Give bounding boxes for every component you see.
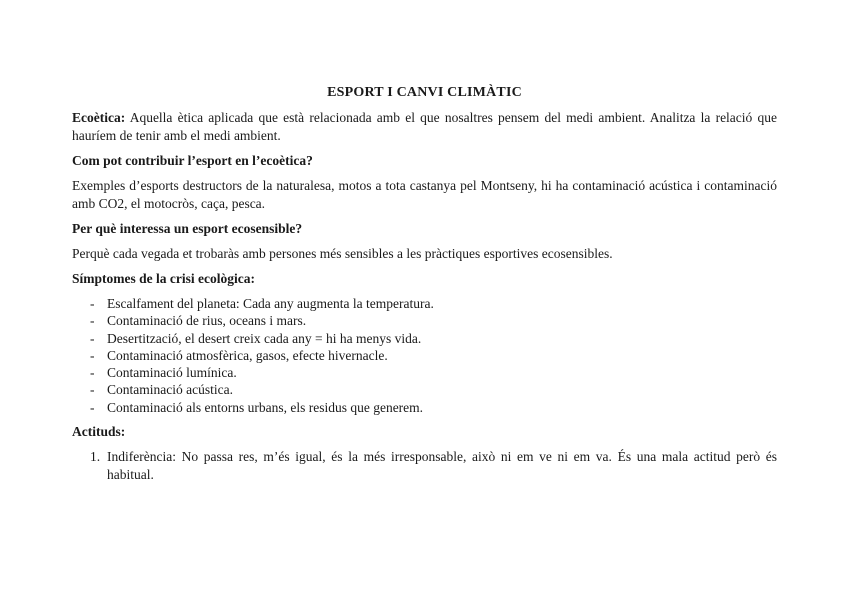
section-heading-symptoms: Símptomes de la crisi ecològica: [72, 271, 255, 286]
list-item-text: Contaminació acústica. [107, 382, 233, 398]
list-item [72, 364, 777, 381]
section-heading-contribution: Com pot contribuir l’esport en l’ecoètica? [72, 153, 313, 168]
list-item-text: Contaminació atmosfèrica, gasos, efecte hivernacle. [107, 347, 388, 363]
section-text-interest: Perquè cada vegada et trobaràs amb persones més sensibles a les pràctiques esportives ecosensibles. [72, 246, 613, 261]
numbered-list-item [72, 448, 777, 484]
list-item-text: Contaminació als entorns urbans, els residus que generem. [107, 399, 424, 415]
list-item-text: Contaminació lumínica. [107, 365, 237, 381]
definition-term: Ecoètica: [72, 110, 126, 125]
section-text-contribution: Exemples d’esports destructors de la naturalesa, motos a tota castanya pel Montseny, hi ha contaminació acústica i contaminació amb CO2, el motocròs, caça, pesca. [72, 178, 777, 211]
list-item [72, 399, 777, 416]
dash-bullet: - [90, 365, 95, 381]
dash-bullet: - [90, 399, 95, 415]
list-item-text: Contaminació de rius, oceans i mars. [107, 313, 307, 329]
list-item [72, 381, 777, 398]
dash-bullet: - [90, 330, 95, 346]
list-item [72, 330, 777, 347]
dash-bullet: - [90, 296, 95, 311]
dash-bullet: - [90, 313, 95, 329]
definition-text: Aquella ètica aplicada que està relacionada amb el que nosaltres pensem del medi ambient. Analitza la relació que hauríem de tenir amb el medi ambient. [72, 110, 777, 143]
section-heading-attitudes: Actituds: [72, 424, 126, 440]
list-item-text: Desertització, el desert creix cada any = hi ha menys vida. [107, 330, 422, 346]
list-item [72, 312, 777, 329]
document-title: ESPORT I CANVI CLIMÀTIC [327, 85, 522, 100]
dash-bullet: - [90, 347, 95, 363]
list-item [72, 295, 777, 312]
section-heading-interest: Per què interessa un esport ecosensible? [72, 221, 303, 236]
list-item-text: Indiferència: No passa res, m’és igual, és la més irresponsable, això ni em ve ni em va. És una mala actitud però és habitual. [107, 449, 777, 483]
definition-paragraph [72, 109, 777, 145]
list-item-text: Escalfament del planeta: Cada any augmenta la temperatura. [107, 296, 434, 311]
list-number: 1. [90, 449, 101, 465]
attitudes-list [72, 448, 777, 484]
list-item [72, 347, 777, 364]
dash-bullet: - [90, 382, 95, 398]
symptoms-list [72, 295, 777, 416]
document-page [72, 84, 777, 484]
